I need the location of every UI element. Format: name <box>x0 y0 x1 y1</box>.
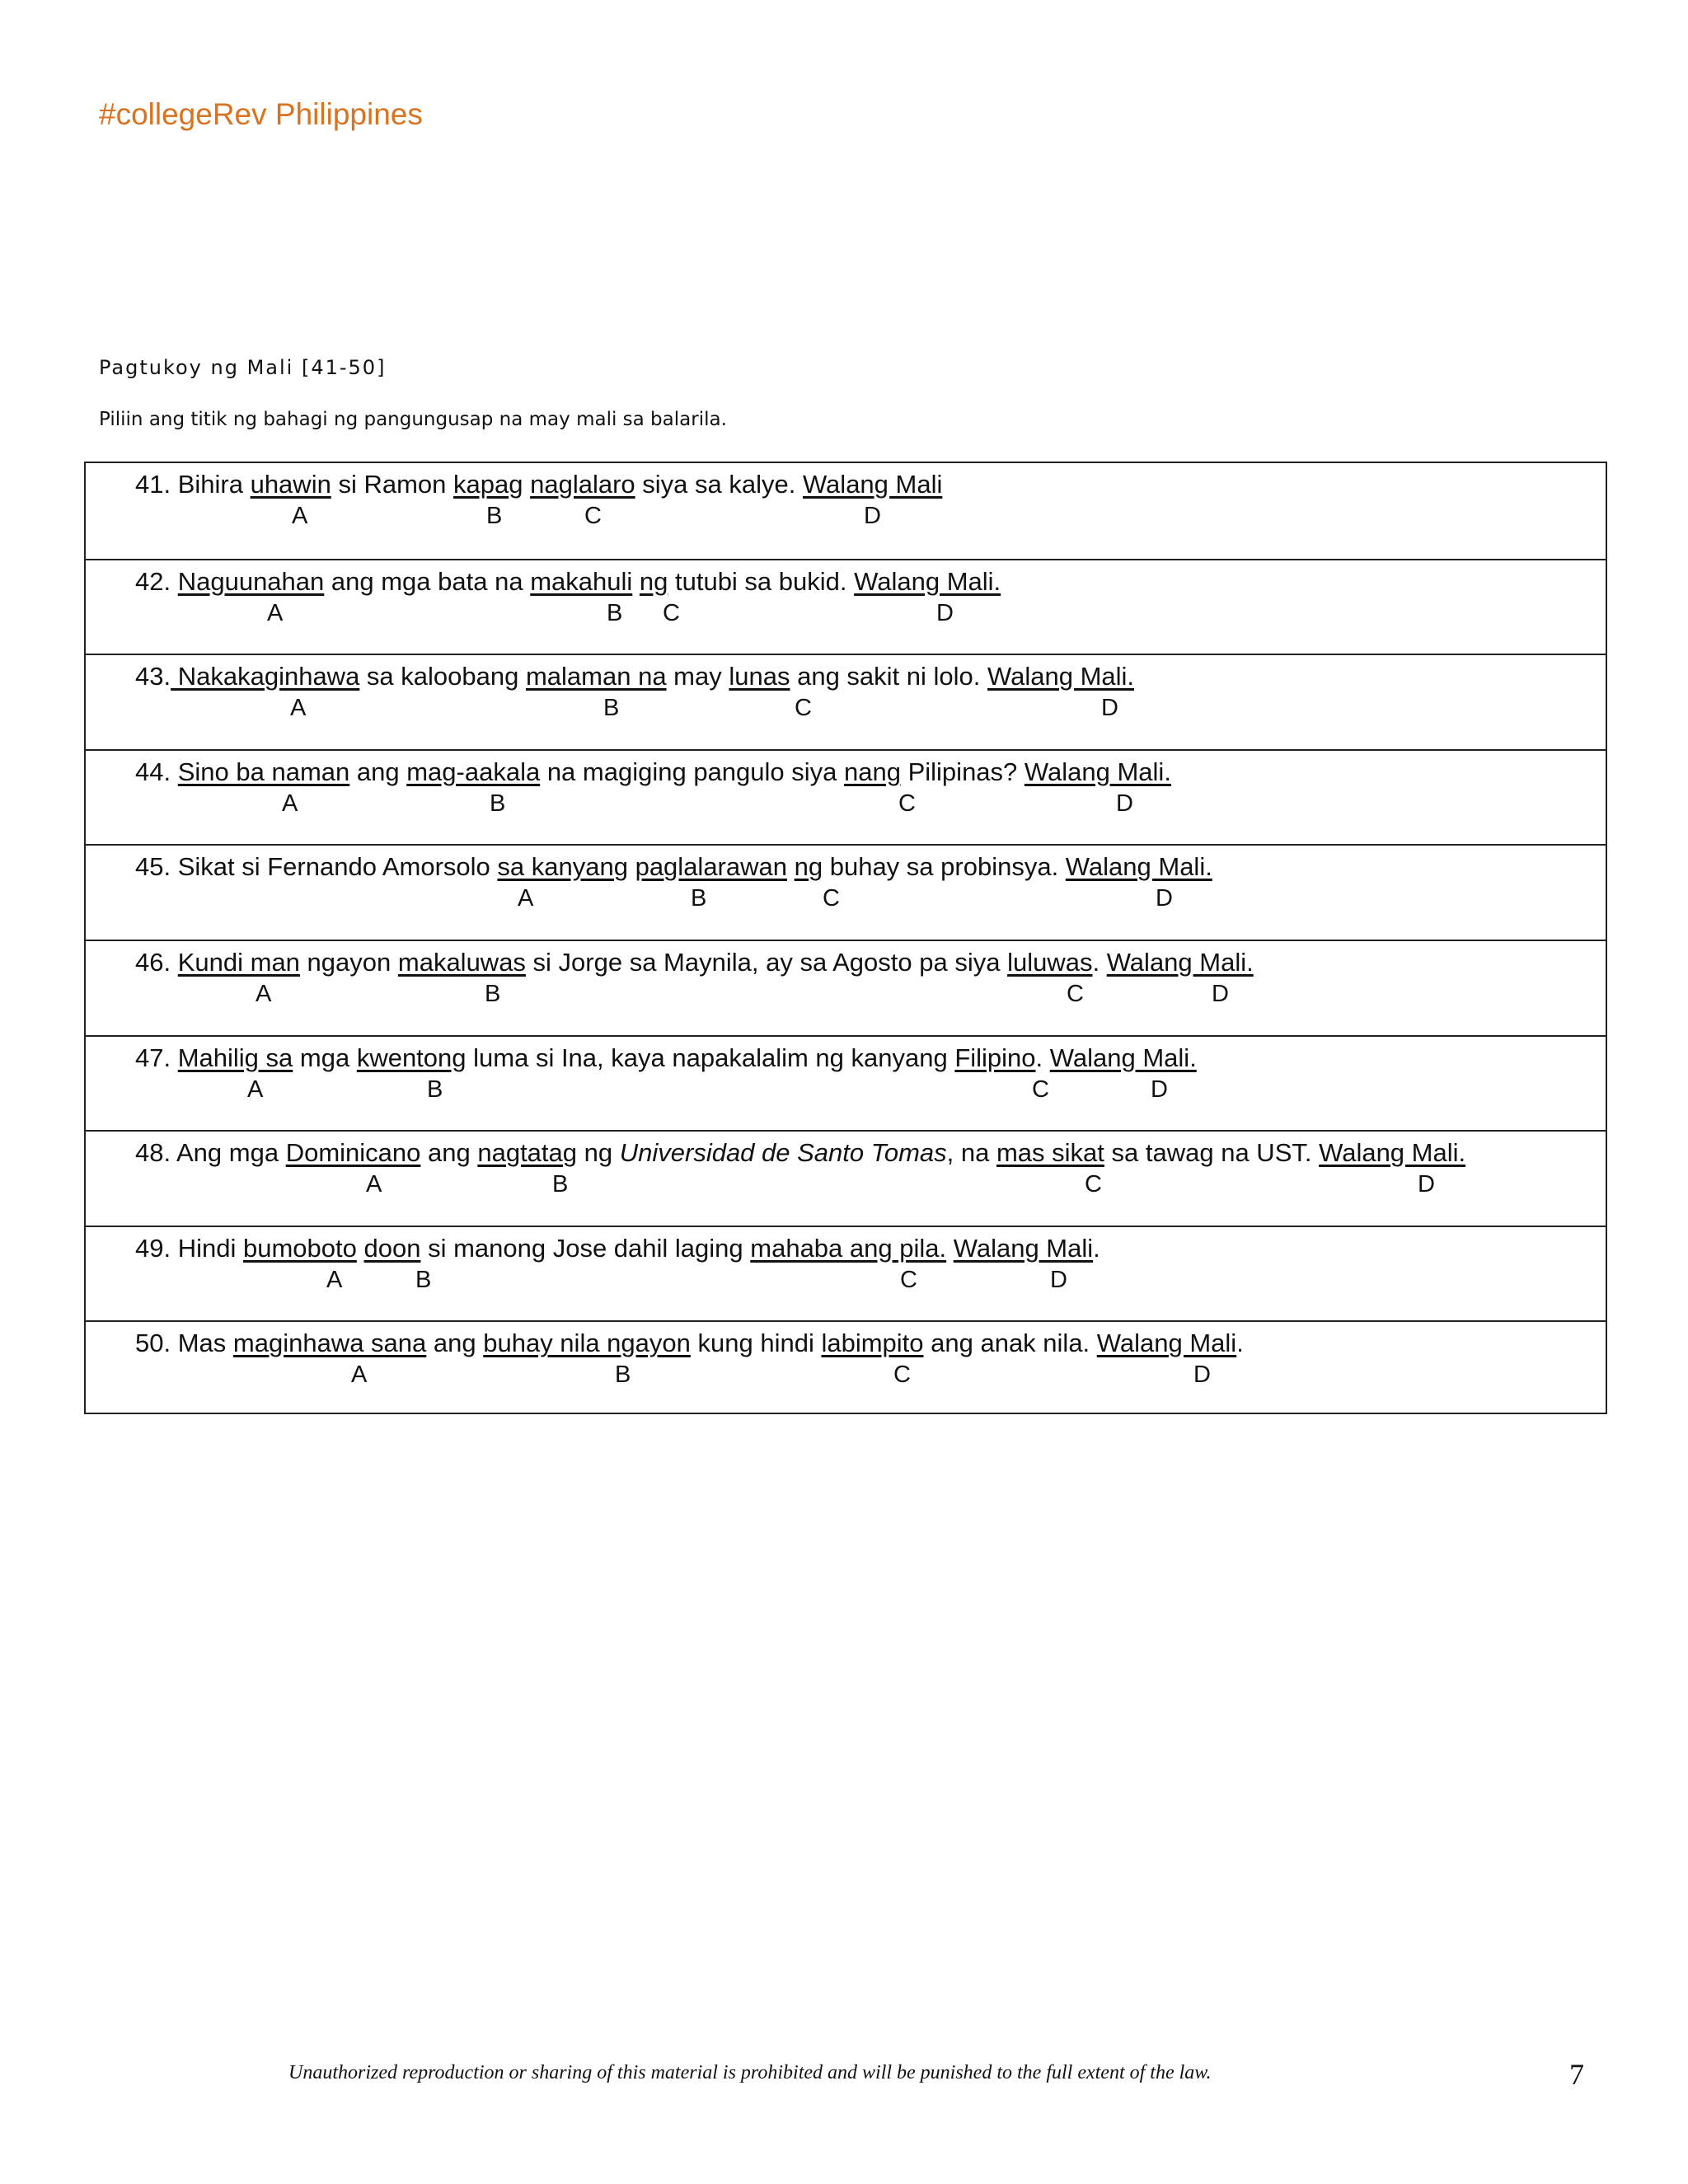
text-segment: 45. Sikat si Fernando Amorsolo <box>135 852 498 882</box>
choice-letter-b: B <box>427 1076 443 1103</box>
text-segment: si Jorge sa Maynila, ay sa Agosto pa siya <box>525 948 1008 977</box>
question-table <box>84 462 1607 1414</box>
text-segment: 48. Ang mga <box>135 1138 286 1168</box>
text-segment: mga <box>293 1043 357 1072</box>
question-row <box>86 1035 1606 1131</box>
choice-letter-c: C <box>584 503 602 529</box>
choice-letter-d: D <box>1193 1361 1211 1389</box>
text-segment: . <box>1236 1329 1244 1358</box>
choice-letter-c: C <box>1032 1076 1049 1103</box>
choice-letter-a: A <box>256 981 272 1007</box>
underlined-segment: doon <box>363 1233 421 1263</box>
text-segment <box>946 1234 954 1263</box>
underlined-segment: Walang Mali. <box>854 566 1001 596</box>
footer-notice: Unauthorized reproduction or sharing of this material is prohibited and will be punished to the full extent of the law. <box>288 2062 1212 2083</box>
underlined-segment: Walang Mali. <box>1106 948 1254 977</box>
text-segment: 47. <box>135 1043 178 1072</box>
question-text <box>135 1138 1465 1168</box>
choice-letter-d: D <box>1101 695 1118 722</box>
underlined-segment: malaman na <box>525 662 667 691</box>
text-segment <box>632 567 640 596</box>
underlined-segment: Dominicano <box>285 1138 421 1168</box>
underlined-segment: mahaba ang pila. <box>750 1233 947 1263</box>
underlined-segment: labimpito <box>821 1329 924 1358</box>
brand-header: #collegeRev Philippines <box>99 97 423 131</box>
text-segment: kung hindi <box>690 1329 822 1358</box>
choice-letter-b: B <box>552 1171 569 1198</box>
underlined-segment: Walang Mali. <box>1024 757 1171 786</box>
underlined-segment: Kundi man <box>177 948 300 977</box>
choice-letter-d: D <box>1212 981 1229 1007</box>
text-segment: ang anak nila. <box>923 1329 1097 1358</box>
choice-letter-b: B <box>603 695 620 722</box>
question-row <box>86 1130 1606 1226</box>
text-segment: ng <box>577 1138 620 1168</box>
text-segment: tutubi sa bukid. <box>668 566 855 596</box>
underlined-segment: naglalaro <box>530 470 635 499</box>
text-segment: ang <box>349 757 407 786</box>
choice-letter-a: A <box>282 790 298 817</box>
choice-letter-b: B <box>615 1361 631 1389</box>
choice-letter-a: A <box>351 1361 368 1389</box>
choice-letter-a: A <box>292 503 308 529</box>
underlined-segment: Walang Mali <box>802 470 943 499</box>
text-segment: Pilipinas? <box>900 757 1025 786</box>
underlined-segment: mag-aakala <box>406 757 541 786</box>
underlined-segment: Walang Mali. <box>1065 852 1212 882</box>
choice-letter-b: B <box>691 885 707 912</box>
underlined-segment: lunas <box>729 662 790 691</box>
choice-letter-a: A <box>267 599 284 626</box>
section-title: Pagtukoy ng Mali [41-50] <box>99 356 387 379</box>
text-segment <box>628 852 635 881</box>
underlined-segment: Naguunahan <box>177 566 325 596</box>
underlined-segment: nang <box>844 757 901 786</box>
choice-letter-d: D <box>936 599 954 626</box>
question-row <box>86 654 1606 749</box>
choice-letter-b: B <box>607 599 623 626</box>
question-text <box>135 1043 1197 1073</box>
text-segment <box>523 470 530 499</box>
underlined-segment: kwentong <box>356 1043 467 1072</box>
text-segment: na magiging pangulo siya <box>540 757 845 786</box>
underlined-segment: Walang Mali. <box>1049 1043 1197 1072</box>
choice-letter-c: C <box>893 1361 911 1389</box>
underlined-segment: ng <box>639 566 668 596</box>
question-row <box>86 940 1606 1035</box>
text-segment: ang mga bata na <box>324 566 531 596</box>
choice-letter-d: D <box>1050 1266 1067 1293</box>
choice-letter-c: C <box>1085 1171 1102 1198</box>
choice-letter-a: A <box>247 1076 264 1103</box>
underlined-segment: Walang Mali <box>953 1233 1094 1263</box>
choice-letter-d: D <box>864 503 881 529</box>
question-row <box>86 844 1606 940</box>
text-segment: 42. <box>135 566 178 596</box>
choice-letter-b: B <box>490 790 506 817</box>
page-number: 7 <box>1569 2058 1584 2091</box>
instruction-text: Piliin ang titik ng bahagi ng pangungusap na may mali sa balarila. <box>99 409 727 430</box>
choice-letter-c: C <box>900 1266 917 1293</box>
text-segment: ngayon <box>299 948 398 977</box>
choice-letter-b: B <box>486 503 503 529</box>
question-text <box>135 662 1134 691</box>
text-segment: si Ramon <box>331 470 453 499</box>
underlined-segment: paglalarawan <box>635 852 787 882</box>
choice-letter-d: D <box>1418 1171 1435 1198</box>
underlined-segment: Sino ba naman <box>177 757 350 786</box>
underlined-segment: Walang Mali. <box>1319 1138 1466 1168</box>
text-segment: . <box>1092 948 1107 977</box>
text-segment: . <box>1093 1233 1100 1263</box>
text-segment: 44. <box>135 757 178 786</box>
choice-letter-d: D <box>1116 790 1133 817</box>
underlined-segment: Walang Mali. <box>987 662 1135 691</box>
choice-letter-c: C <box>823 885 840 912</box>
text-segment: siya sa kalye. <box>635 470 803 499</box>
choice-letter-a: A <box>326 1266 343 1293</box>
text-segment: luma si Ina, kaya napakalalim ng kanyang <box>466 1043 955 1072</box>
text-segment: si manong Jose dahil laging <box>420 1233 751 1263</box>
choice-letter-b: B <box>485 981 501 1007</box>
text-segment: , na <box>946 1138 996 1168</box>
choice-letter-a: A <box>518 885 534 912</box>
underlined-segment: luluwas <box>1007 948 1093 977</box>
choice-letter-c: C <box>795 695 812 722</box>
choice-letter-d: D <box>1156 885 1173 912</box>
underlined-segment: ng <box>794 852 823 882</box>
text-segment: 50. Mas <box>135 1329 233 1358</box>
question-text <box>135 1329 1244 1358</box>
underlined-segment: Mahilig sa <box>177 1043 293 1072</box>
question-row <box>86 559 1606 654</box>
text-segment: may <box>666 662 729 691</box>
choice-letter-c: C <box>663 599 680 626</box>
underlined-segment: uhawin <box>250 470 331 499</box>
text-segment: sa tawag na UST. <box>1104 1138 1320 1168</box>
question-row <box>86 1226 1606 1321</box>
underlined-segment: kapag <box>453 470 523 499</box>
underlined-segment: maginhawa sana <box>232 1329 427 1358</box>
text-segment: Universidad de Santo Tomas <box>619 1138 947 1168</box>
text-segment: ang sakit ni lolo. <box>790 662 987 691</box>
question-text <box>135 567 1001 597</box>
text-segment <box>787 852 795 881</box>
underlined-segment: Nakakaginhawa <box>171 662 360 691</box>
underlined-segment: mas sikat <box>996 1138 1104 1168</box>
underlined-segment: Walang Mali <box>1096 1329 1237 1358</box>
text-segment: ang <box>420 1138 478 1168</box>
underlined-segment: bumoboto <box>242 1233 357 1263</box>
text-segment: 49. Hindi <box>135 1233 243 1263</box>
choice-letter-d: D <box>1151 1076 1168 1103</box>
question-text <box>135 852 1212 882</box>
underlined-segment: nagtatag <box>477 1138 578 1168</box>
question-text <box>135 757 1171 787</box>
choice-letter-b: B <box>415 1266 432 1293</box>
choice-letter-a: A <box>290 695 307 722</box>
text-segment: 46. <box>135 948 178 977</box>
underlined-segment: makahuli <box>530 566 633 596</box>
question-row <box>86 463 1606 559</box>
underlined-segment: buhay nila ngayon <box>483 1329 691 1358</box>
question-row <box>86 1320 1606 1416</box>
text-segment: sa kaloobang <box>359 662 526 691</box>
question-text <box>135 948 1254 977</box>
text-segment: ang <box>426 1329 484 1358</box>
text-segment: 43. <box>135 662 171 691</box>
underlined-segment: makaluwas <box>397 948 526 977</box>
choice-letter-c: C <box>898 790 916 817</box>
text-segment: . <box>1035 1043 1050 1072</box>
question-text <box>135 1234 1100 1263</box>
choice-letter-a: A <box>366 1171 382 1198</box>
question-row <box>86 749 1606 845</box>
question-text <box>135 470 942 499</box>
underlined-segment: Filipino <box>954 1043 1036 1072</box>
text-segment: 41. Bihira <box>135 470 251 499</box>
choice-letter-c: C <box>1067 981 1084 1007</box>
underlined-segment: sa kanyang <box>497 852 628 882</box>
text-segment: buhay sa probinsya. <box>823 852 1066 882</box>
